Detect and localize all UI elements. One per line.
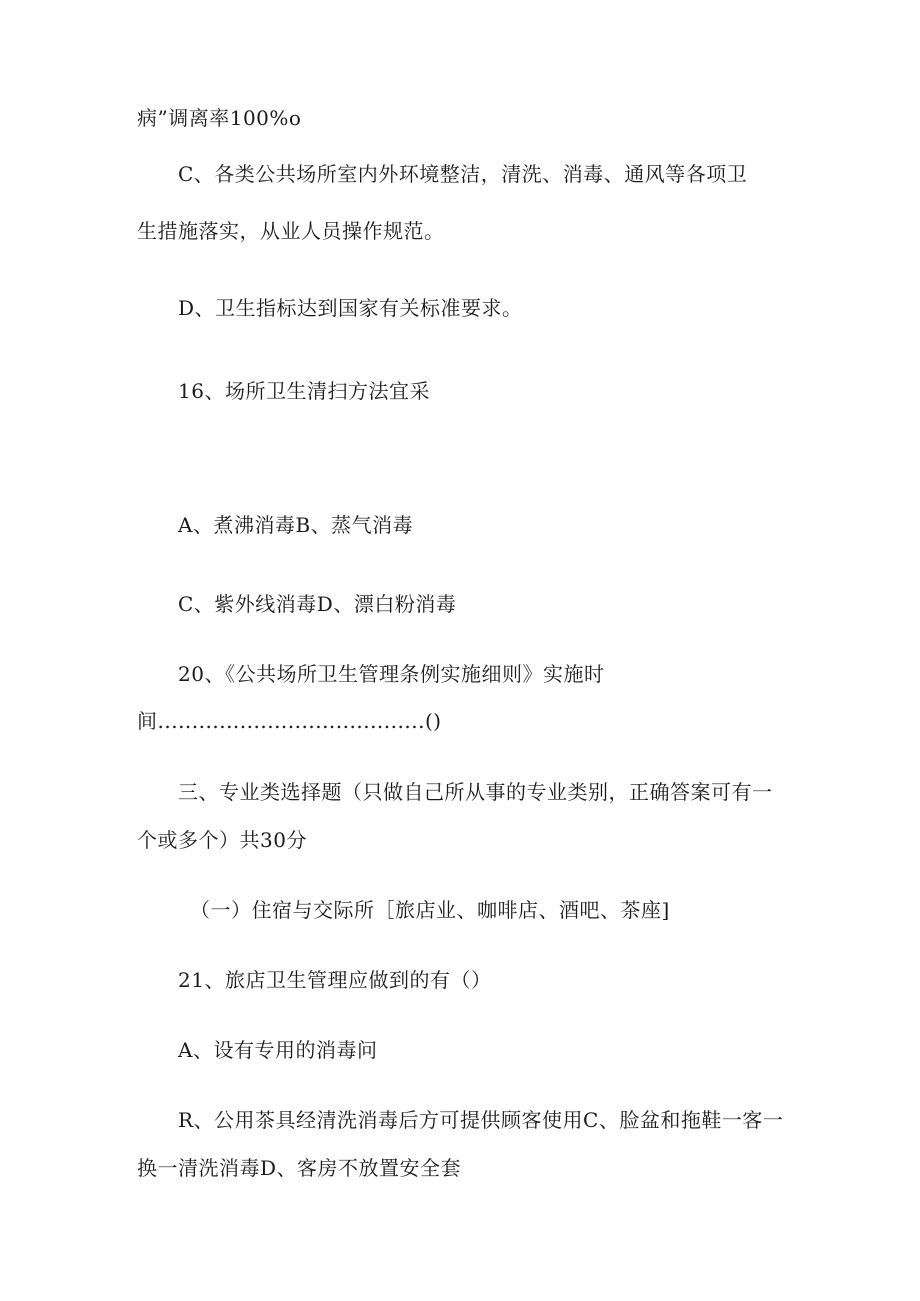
question-16-options-ab: A、煮沸消毒B、蒸气消毒 [178, 513, 414, 537]
section-three-heading-continued: 个或多个）共30分 [137, 828, 307, 852]
question-16-options-cd: C、紫外线消毒D、漂白粉消毒 [178, 592, 457, 616]
subsection-one-heading: （一）住宿与交际所［旅店业、咖啡店、酒吧、茶座] [190, 898, 670, 922]
question-20-continued: 间.......................................() [137, 709, 442, 733]
option-d-line: D、卫生指标达到国家有关标准要求。 [178, 296, 523, 320]
question-21-options-continued: 换一清洗消毒D、客房不放置安全套 [137, 1156, 462, 1180]
question-21-option-a: A、设有专用的消毒问 [178, 1038, 378, 1062]
question-21-options-bcd: R、公用茶具经清洗消毒后方可提供顾客使用C、脸盆和拖鞋一客一 [178, 1108, 784, 1132]
section-three-heading: 三、专业类选择题（只做自己所从事的专业类别，正确答案可有一 [178, 780, 773, 804]
option-c-line: C、各类公共场所室内外环境整洁，清洗、消毒、通风等各项卫 [178, 162, 748, 186]
option-c-continued: 生措施落实，从业人员操作规范。 [137, 219, 445, 243]
question-16: 16、场所卫生清扫方法宜采 [178, 379, 430, 403]
question-20: 20、《公共场所卫生管理条例实施细则》实施时 [178, 662, 605, 686]
text-line-1: 病”调离率100%o [137, 106, 302, 130]
question-21: 21、旅店卫生管理应做到的有（） [178, 968, 492, 992]
